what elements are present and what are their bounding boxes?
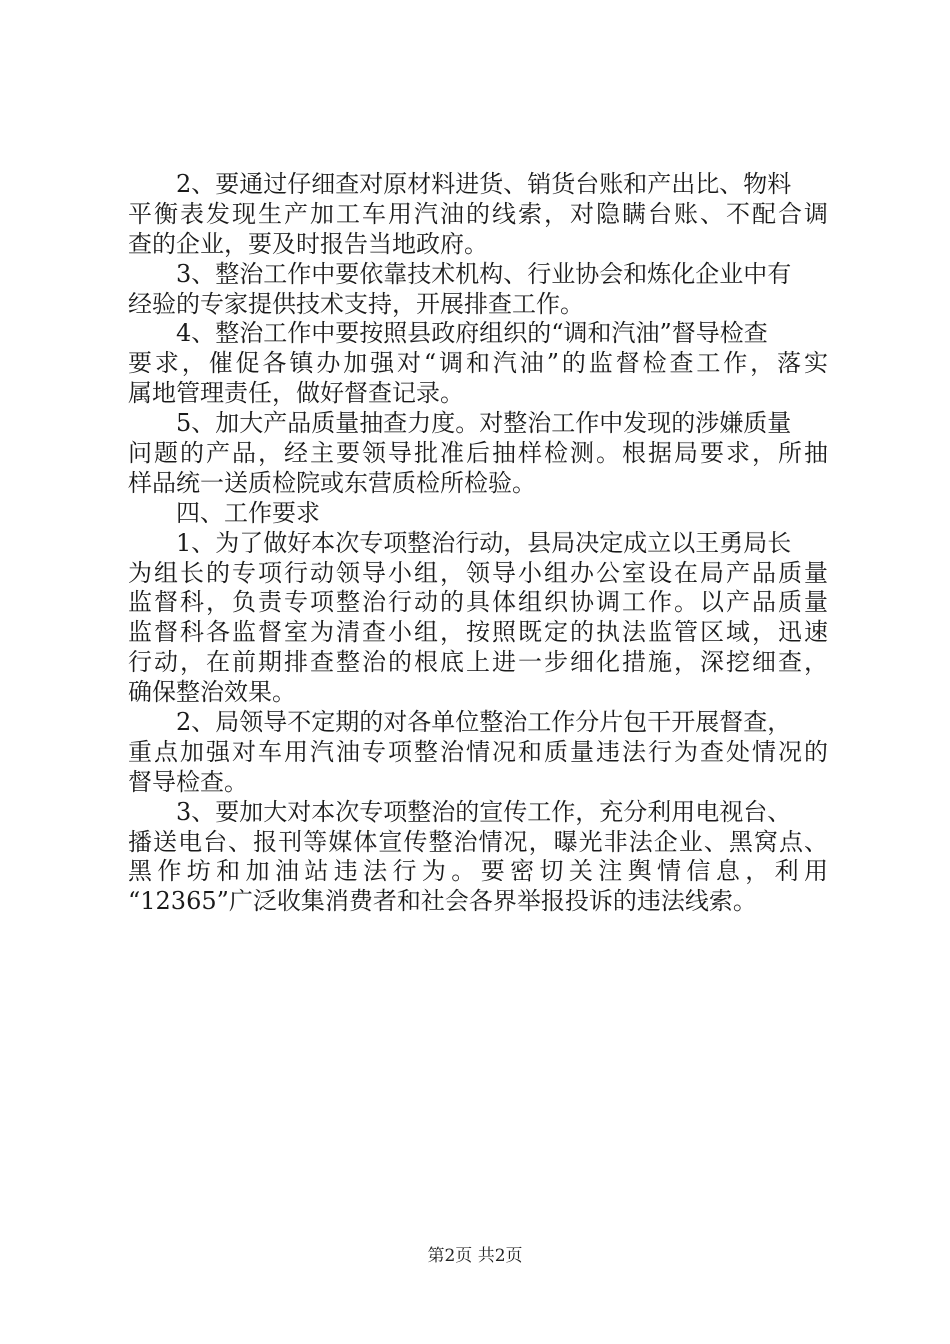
paragraph-line: 要求，催促各镇办加强对“调和汽油”的监督检查工作，落实	[128, 349, 828, 378]
paragraph-line: 督导检查。	[128, 767, 248, 796]
paragraph-line: 3、整治工作中要依靠技术机构、行业协会和炼化企业中有	[176, 259, 792, 288]
paragraph-line: 1、为了做好本次专项整治行动，县局决定成立以王勇局长	[176, 528, 792, 557]
paragraph-line: 黑作坊和加油站违法行为。要密切关注舆情信息，利用	[128, 857, 828, 886]
paragraph-line: “12365”广泛收集消费者和社会各界举报投诉的违法线索。	[128, 887, 757, 916]
paragraph-line: 平衡表发现生产加工车用汽油的线索，对隐瞒台账、不配合调	[128, 199, 828, 228]
paragraph-line: 重点加强对车用汽油专项整治情况和质量违法行为查处情况的	[128, 737, 828, 766]
paragraph-line: 播送电台、报刊等媒体宣传整治情况，曝光非法企业、黑窝点、	[128, 827, 828, 856]
paragraph-line: 监督科各监督室为清查小组，按照既定的执法监管区域，迅速	[128, 618, 828, 647]
paragraph-line: 查的企业，要及时报告当地政府。	[128, 229, 488, 258]
paragraph-line: 确保整治效果。	[128, 678, 296, 707]
paragraph-line: 经验的专家提供技术支持，开展排查工作。	[128, 289, 584, 318]
paragraph-line: 2、局领导不定期的对各单位整治工作分片包干开展督查，	[176, 708, 792, 737]
document-body	[128, 170, 828, 917]
paragraph-line: 样品统一送质检院或东营质检所检验。	[128, 468, 536, 497]
paragraph-line: 3、要加大对本次专项整治的宣传工作，充分利用电视台、	[176, 797, 792, 826]
paragraph-line: 2、要通过仔细查对原材料进货、销货台账和产出比、物料	[176, 170, 792, 198]
paragraph-line: 监督科，负责专项整治行动的具体组织协调工作。以产品质量	[128, 588, 828, 617]
paragraph-line: 为组长的专项行动领导小组，领导小组办公室设在局产品质量	[128, 558, 828, 587]
paragraph-line: 4、整治工作中要按照县政府组织的“调和汽油”督导检查	[176, 319, 768, 348]
paragraph-line: 属地管理责任，做好督查记录。	[128, 379, 464, 408]
paragraph-line: 问题的产品，经主要领导批准后抽样检测。根据局要求，所抽	[128, 439, 828, 468]
section-heading: 四、工作要求	[176, 498, 320, 527]
paragraph-line: 行动，在前期排查整治的根底上进一步细化措施，深挖细查，	[128, 648, 828, 677]
page-footer: 第2页 共2页	[427, 1246, 523, 1266]
paragraph-line: 5、加大产品质量抽查力度。对整治工作中发现的涉嫌质量	[176, 409, 792, 438]
